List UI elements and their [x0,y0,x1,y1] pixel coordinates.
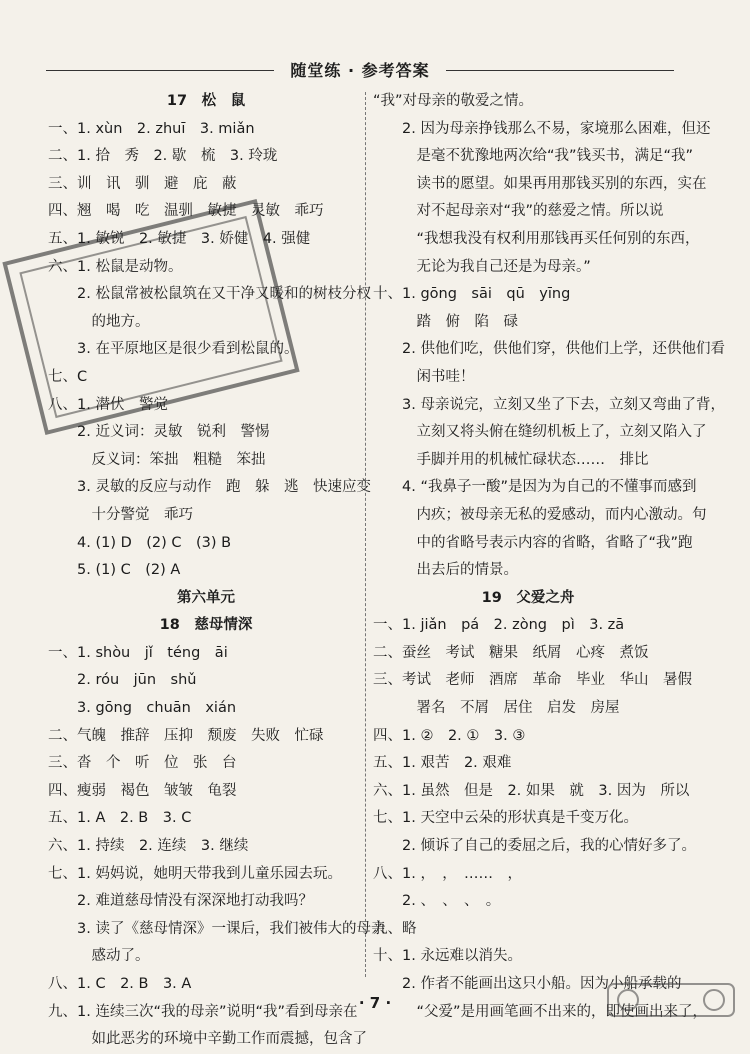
answer-line: 七、C [48,368,88,385]
answer-line: 2. 作者不能画出这只小船。因为小船承载的 [373,976,682,992]
answer-line: 闲书哇！ [373,368,475,385]
answer-line: 五、1. A 2. B 3. C [48,810,192,827]
answer-line: 感动了。 [48,948,150,965]
answer-line: 十、1. gōng sāi qū yīng [373,286,571,303]
answer-line: 一、1. shòu jǐ téng āi [48,644,228,661]
answer-line: 三、考试 老师 酒席 革命 毕业 华山 暑假 [373,672,692,689]
answer-line: 九、1. 连续三次“我的母亲”说明“我”看到母亲在 [48,1003,358,1020]
answer-line: 是毫不犹豫地两次给“我”钱买书，满足“我” [373,148,694,165]
answer-line: 4. (1) D (2) C (3) B [48,534,232,551]
answer-line: 反义词：笨拙 粗糙 笨拙 [48,451,266,468]
answer-line: 3. 灵敏的反应与动作 跑 躲 逃 快速应变 [48,479,371,496]
answer-line: 的地方。 [48,313,150,330]
answer-line: 手脚并用的机械忙碌状态…… 排比 [373,451,649,468]
answer-line: 四、瘦弱 褐色 皱皱 龟裂 [48,782,237,799]
answer-line: 二、蚕丝 考试 糖果 纸屑 心疼 煮饭 [373,644,649,661]
answer-line: 三、沓 个 听 位 张 台 [48,755,237,772]
left-column [48,88,386,1054]
answer-line: 2. 松鼠常被松鼠筑在又干净又暖和的树枝分杈 [48,286,371,303]
answer-line: 署名 不屑 居住 启发 房屋 [373,700,620,717]
answer-line: 立刻又将头俯在缝纫机板上了，立刻又陷入了 [373,424,707,441]
answer-line: 2. 供他们吃，供他们穿，供他们上学，还供他们看 [373,341,725,358]
answer-line: “我”对母亲的敬爱之情。 [373,93,534,109]
answer-line: 一、1. jiǎn pá 2. zòng pì 3. zā [373,617,625,634]
answer-line: 十分警觉 乖巧 [48,506,193,523]
answer-line: 内疚；被母亲无私的爱感动，而内心激动。句 [373,506,707,523]
answer-line: 19 父爱之舟 [481,589,575,606]
answer-line: “我想我没有权利用那钱再买任何别的东西， [373,230,700,247]
answer-line: 5. (1) C (2) A [48,562,181,579]
header-title: 随堂练 · 参考答案 [290,61,430,80]
answer-line: 八、1. C 2. B 3. A [48,976,192,992]
answer-line: 3. 读了《慈母情深》一课后，我们被伟大的母亲 [48,920,386,937]
answer-line: 3. 在平原地区是很少看到松鼠的。 [48,341,299,358]
answer-line: 六、1. 持续 2. 连续 3. 继续 [48,838,249,855]
answer-line: 四、1. ② 2. ① 3. ③ [373,727,526,744]
answer-line: 一、1. xùn 2. zhuī 3. miǎn [48,120,255,137]
right-column [373,88,725,1026]
answer-line: 3. 母亲说完，立刻又坐了下去，立刻又弯曲了背， [373,396,725,413]
answer-line: 18 慈母情深 [159,617,253,634]
answer-line: 无论为我自己还是为母亲。” [373,258,591,275]
answer-line: 2. 因为母亲挣钱那么不易，家境那么困难，但还 [373,120,711,137]
answer-line: 三、训 讯 驯 避 庇 蔽 [48,175,237,192]
answer-line: 4. “我鼻子一酸”是因为为自己的不懂事而感到 [373,479,697,496]
answer-line: 3. gōng chuān xián [48,700,237,717]
answer-line: 踏 俯 陷 碌 [373,313,518,330]
corner-watermark-logo [606,980,736,1020]
answer-line: 二、气魄 推辞 压抑 颓废 失败 忙碌 [48,727,324,744]
answer-line: 出去后的情景。 [373,562,518,579]
answer-line: 八、1. ， ， …… ， [373,865,522,882]
answer-line: 2. 、 、 、 。 [373,893,501,910]
page-header [46,58,674,82]
answer-line: 第六单元 [177,589,235,606]
answer-line: 六、1. 松鼠是动物。 [48,258,183,275]
answer-line: 读书的愿望。如果再用那钱买别的东西，实在 [373,175,707,192]
page-number: · 7 · [358,994,392,1012]
answer-line: 四、翘 喝 吃 温驯 敏捷 灵敏 乖巧 [48,203,324,220]
answer-line: 七、1. 天空中云朵的形状真是千变万化。 [373,810,638,827]
answer-line: “父爱”是用画笔画不出来的，即使画出来了， [373,1003,708,1020]
answer-line: 五、1. 敏锐 2. 敏捷 3. 娇健 4. 强健 [48,230,311,247]
answer-line: 九、略 [373,920,417,937]
answer-line: 十、1. 永远难以消失。 [373,948,522,965]
answer-line: 17 松 鼠 [166,93,246,109]
column-divider [365,92,366,977]
answer-line: 六、1. 虽然 但是 2. 如果 就 3. 因为 所以 [373,782,690,799]
answer-line: 八、1. 潜伏 警觉 [48,396,168,413]
answer-line: 2. 倾诉了自己的委屈之后，我的心情好多了。 [373,838,696,855]
answer-line: 如此恶劣的环境中辛勤工作而震撼，包含了 [48,1031,367,1048]
answer-line: 七、1. 妈妈说，她明天带我到儿童乐园去玩。 [48,865,342,882]
answer-line: 2. róu jūn shǔ [48,672,197,689]
answer-line: 二、1. 拾 秀 2. 歇 梳 3. 玲珑 [48,148,278,165]
answer-line: 中的省略号表示内容的省略，省略了“我”跑 [373,534,693,551]
answer-line: 2. 难道慈母情没有深深地打动我吗？ [48,893,313,910]
header-rule-right [446,70,674,71]
answer-line: 对不起母亲对“我”的慈爱之情。所以说 [373,203,664,220]
answer-line: 2. 近义词：灵敏 锐利 警惕 [48,424,270,441]
answer-line: 五、1. 艰苦 2. 艰难 [373,755,512,772]
